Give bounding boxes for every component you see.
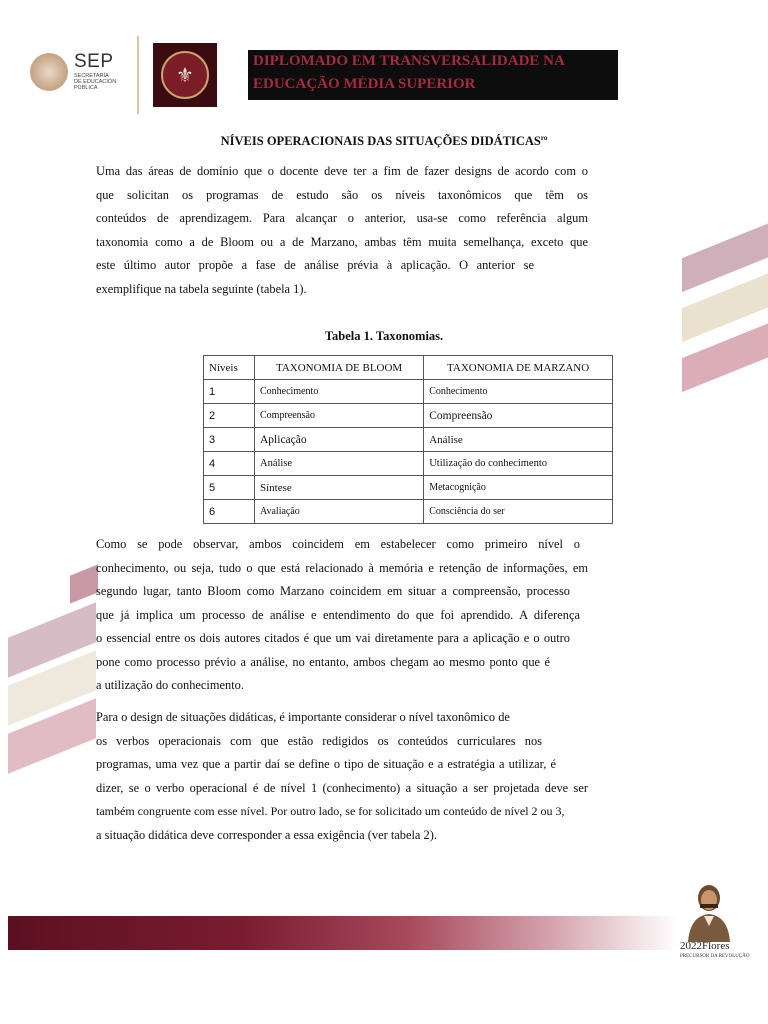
table-caption: Tabela 1. Taxonomias. <box>324 329 444 343</box>
footer-caption: PRECURSOR DA REVOLUÇÃO <box>680 954 750 959</box>
table-row: 3 Aplicação Análise <box>204 428 613 452</box>
paragraph-design: Para o design de situações didáticas, é importante considerar o nível taxonômico de os verbos operacionais com que estão redigidos os conteúdos curriculares nos programas, uma vez que a partir daí se define o tipo de situação e a estratégia a utilizar, é dizer, se o verbo operacional é de nível 1 (conhecimento) a situação a ser projetada deve ser também congruente com esse nível. Por outro lado, se for solicitado um conteúdo de nível 2 ou 3, a situação didática deve corresponder a essa exigência (ver tabela 2). <box>96 710 588 842</box>
taxonomy-table <box>203 355 613 524</box>
footer-year-text: 2022Flores <box>680 940 730 952</box>
banner-title-line2: EDUCAÇÃO MÉDIA SUPERIOR <box>253 76 476 92</box>
paragraph-intro: Uma das áreas de domínio que o docente deve ter a fim de fazer designs de acordo com o que solicitan os programas de estudo são os níveis taxonômicos que têm os conteúdos de aprendizagem. Para alcançar o anterior, usa-se como referência algum taxonomia como a de Bloom ou a de Marzano, ambas têm muita semelhança, exceto que este último autor propõe a fase de análise prévia à aplicação. O anterior se exemplifique na tabela seguinte (tabela 1). <box>96 164 588 296</box>
header-divider <box>137 36 139 114</box>
table-header-row: Níveis TAXONOMIA DE BLOOM TAXONOMIA DE MARZANO <box>204 356 613 380</box>
portrait-icon <box>682 880 736 942</box>
table-row: 1 Conhecimento Conhecimento <box>204 380 613 404</box>
table-row: 6 Avaliação Consciência do ser <box>204 500 613 524</box>
sep-logo <box>30 52 116 91</box>
table-row: 2 Compreensão Compreensão <box>204 404 613 428</box>
left-stripe-dark <box>70 564 98 603</box>
sep-subtitle: SECRETARÍA DE EDUCACIÓN PÚBLICA <box>74 73 117 91</box>
paragraph-comparison: Como se pode observar, ambos coincidem em estabelecer como primeiro nível o conhecimento, ou seja, tudo o que está relacionado à memória e retenção de informações, em segundo lugar, tanto Bloom como Marzano coincidem em situar a compreensão, processo que já implica um processo de análise e entendimento do que foi aprendido. A diferença o essencial entre os dois autores citados é que um vai diretamente para a aplicação e o outro pone como processo prévio a análise, no entanto, ambos chegam ao mesmo ponto que é a utilização do conhecimento. <box>96 537 588 692</box>
university-emblem-icon: ⚜ <box>153 43 217 107</box>
document-title: NÍVEIS OPERACIONAIS DAS SITUAÇÕES $DIDÁTICAS^{ro}$ <box>220 134 548 149</box>
sep-seal-icon <box>30 53 68 91</box>
table-row: 4 Análise Utilização do conhecimento <box>204 452 613 476</box>
sep-name: SEP <box>74 51 114 72</box>
banner-title-line1: DIPLOMADO EM TRANSVERSALIDADE NA <box>253 53 565 69</box>
table-row: 5 Síntese Metacognição <box>204 476 613 500</box>
footer-band <box>8 916 678 950</box>
